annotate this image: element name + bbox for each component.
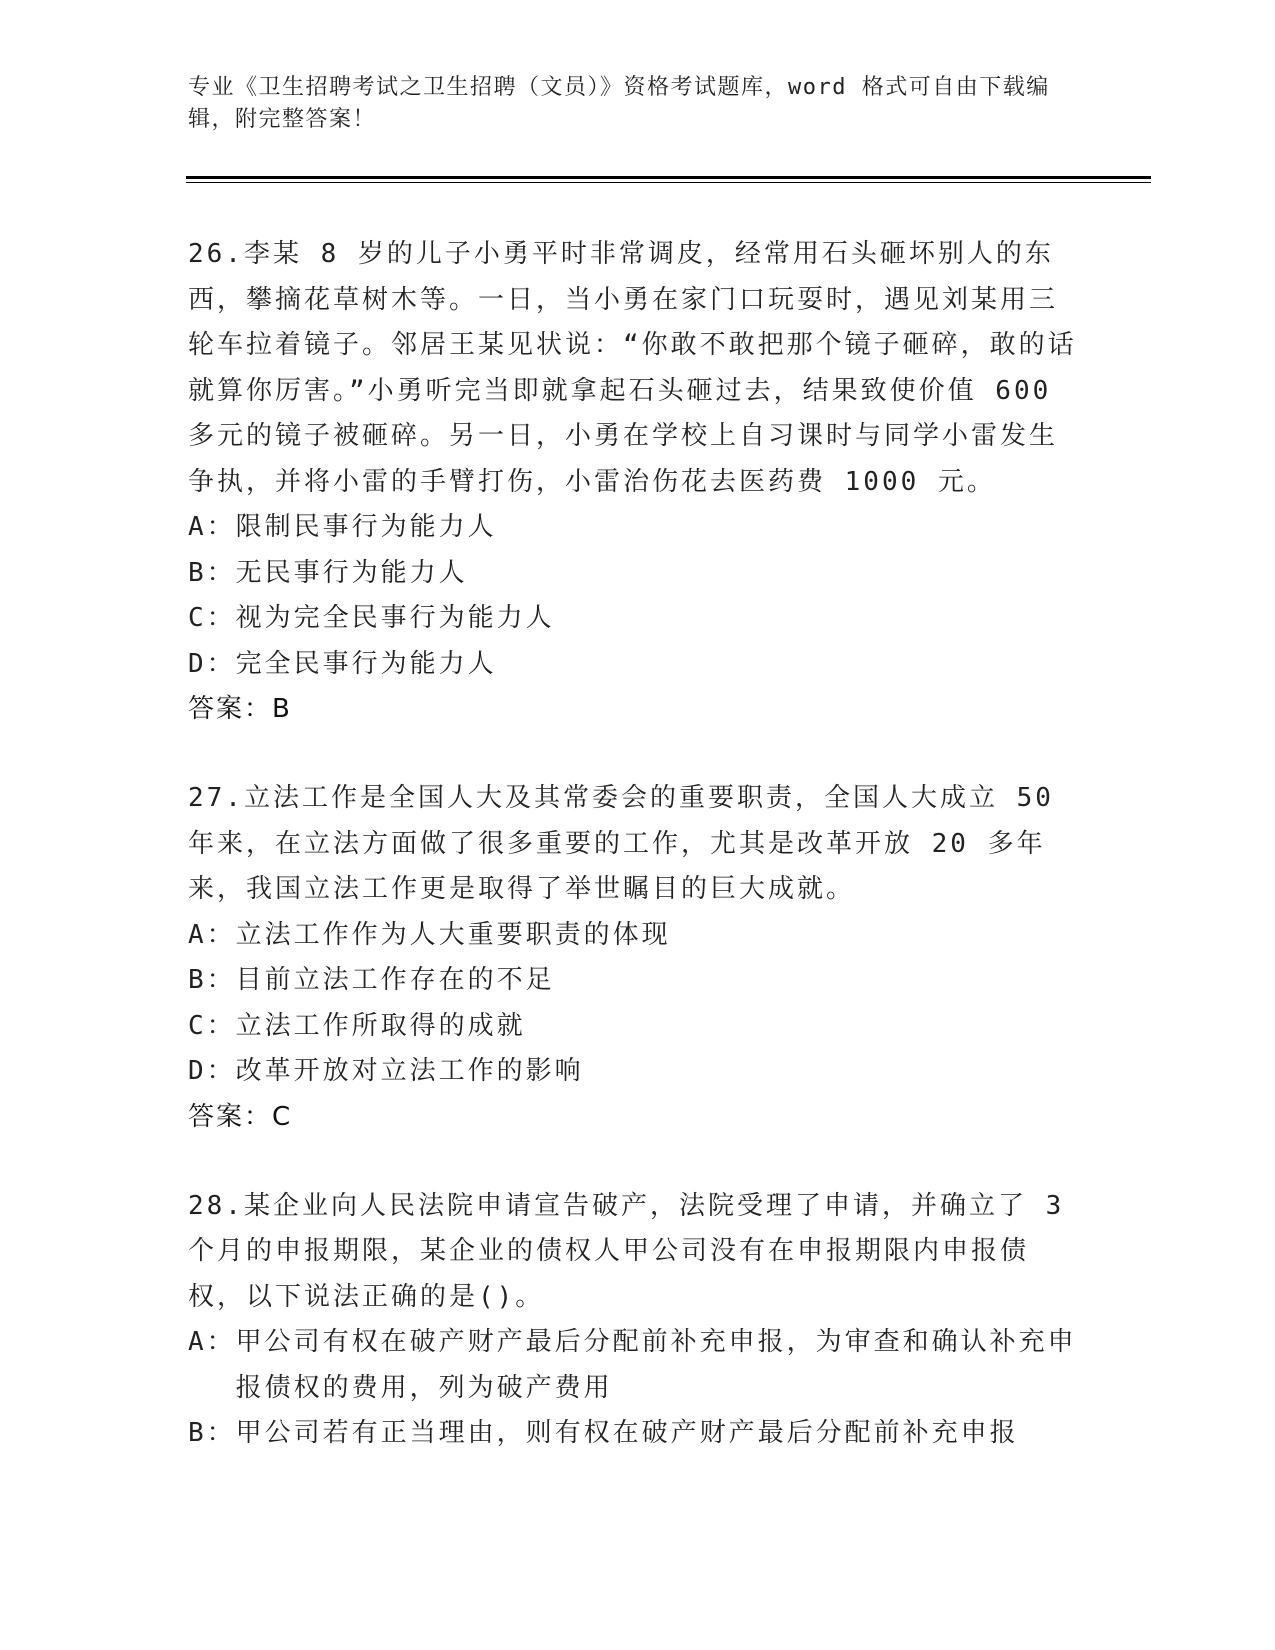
option-list [188,505,1078,687]
option-letter: B： [188,557,236,588]
option-letter: C： [188,603,236,633]
question-27 [188,776,1078,1140]
option-text: 无民事行为能力人 [235,557,468,588]
option-b [188,958,1078,1004]
question-stem: 26.李某 8 岁的儿子小勇平时非常调皮，经常用石头砸坏别人的东西，攀摘花草树木等。一日，当小勇在家门口玩耍时，遇见刘某用三轮车拉着镜子。邻居王某见状说：“你敢不敢把那个镜子砸碎，敢的话就算你厉害。”小勇听完当即就拿起石头砸过去，结果致使价值 600 多元的镜子被砸碎。另一日，小勇在学校上自习课时与同学小雷发生争执，并将小雷的手臂打伤，小雷治伤花去医药费 1000 元。 [188,239,1077,497]
option-a [188,1320,1078,1411]
question-stem: 27.立法工作是全国人大及其常委会的重要职责，全国人大成立 50 年来，在立法方面做了很多重要的工作，尤其是改革开放 20 多年来，我国立法工作更是取得了举世瞩目的巨大成就。 [188,783,1054,904]
option-text: 目前立法工作存在的不足 [235,965,555,995]
option-letter: A： [188,1327,236,1357]
option-d [188,1049,1078,1095]
option-b [188,551,1078,597]
header-rule-thick [186,176,1151,179]
document-header: 专业《卫生招聘考试之卫生招聘（文员）》资格考试题库，word 格式可自由下载编辑，附完整答案！ [188,75,1050,132]
option-d [188,642,1078,688]
option-b [188,1411,1078,1457]
option-letter: B： [188,965,236,995]
option-c [188,1004,1078,1050]
option-letter: C： [188,1010,236,1041]
option-text: 甲公司若有正当理由，则有权在破产财产最后分配前补充申报 [235,1418,1019,1448]
question-28 [188,1184,1078,1457]
option-text: 甲公司有权在破产财产最后分配前补充申报，为审查和确认补充申报债权的费用，列为破产费用 [235,1327,1077,1403]
option-letter: D： [188,648,236,679]
option-list [188,1320,1078,1457]
option-text: 立法工作所取得的成就 [235,1010,526,1041]
answer-line: 答案：C [188,1101,293,1132]
option-text: 限制民事行为能力人 [235,512,497,542]
question-list [188,232,1078,1501]
question-26 [188,232,1078,732]
option-a [188,913,1078,959]
option-text: 改革开放对立法工作的影响 [235,1056,584,1086]
option-letter: B： [188,1418,236,1448]
option-text: 视为完全民事行为能力人 [235,603,555,633]
answer-line: 答案：B [188,694,292,724]
option-c [188,596,1078,642]
option-text: 立法工作作为人大重要职责的体现 [235,919,671,950]
question-stem: 28.某企业向人民法院申请宣告破产，法院受理了申请，并确立了 3 个月的申报期限，某企业的债权人甲公司没有在申报期限内申报债权，以下说法正确的是()。 [188,1190,1065,1312]
option-letter: A： [188,919,236,950]
option-letter: D： [188,1056,236,1086]
option-text: 完全民事行为能力人 [235,648,497,679]
header-rule-thin [186,182,1151,183]
option-letter: A： [188,512,236,542]
option-a [188,505,1078,551]
option-list [188,913,1078,1095]
